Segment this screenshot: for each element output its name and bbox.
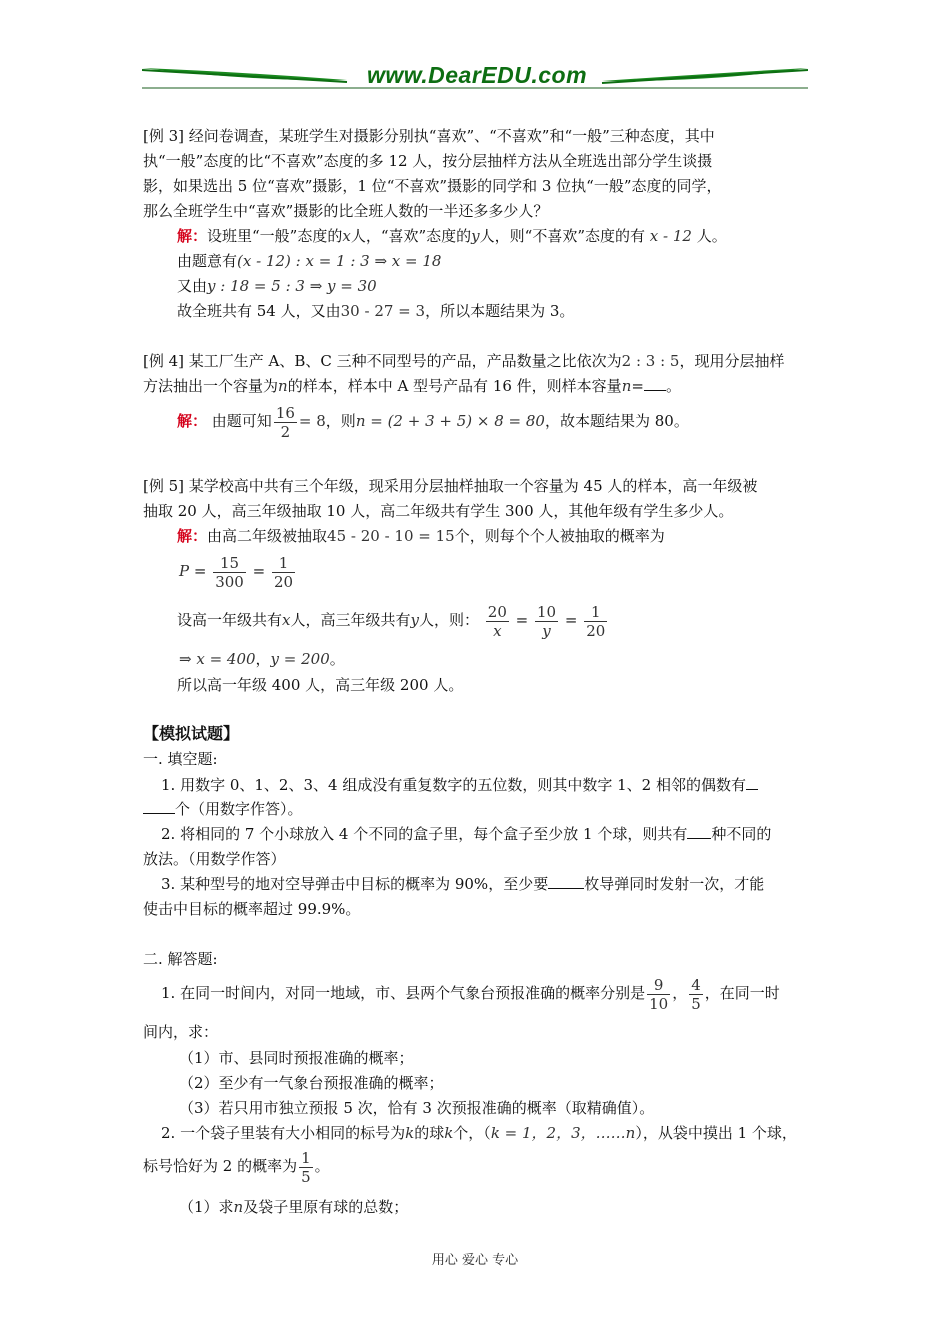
fill-q2-line1: 2. 将相同的 7 个小球放入 4 个不同的盒子里，每个盒子至少放 1 个球，则共有 种不同的 (161, 825, 772, 843)
mock-title: 【模拟试题】 (143, 724, 240, 743)
answer-q1-line2: 间内，求： (143, 1023, 219, 1041)
fraction: $\frac{16}{2}$ (275, 403, 295, 441)
answer-blank (548, 874, 584, 889)
ex4-line2: 方法抽出一个容量为n的样本，样本中 A 型号产品有 16 件，则样本容量n= 。 (143, 377, 681, 395)
answer-blank (644, 376, 666, 391)
answer-q1-sub1: （1）市、县同时预报准确的概率； (179, 1049, 414, 1067)
ex5-line1: [例 5] 某学校高中共有三个年级，现采用分层抽样抽取一个容量为 45 人的样本，高一年级被 (143, 477, 758, 495)
answer-q1-sub3: （3）若只用市独立预报 5 次，恰有 3 次预报准确的概率（取精确值）。 (179, 1099, 655, 1117)
page-footer: 用心 爱心 专心 (431, 1253, 519, 1268)
answer-q2-sub1: （1）求n及袋子里原有球的总数； (179, 1198, 409, 1216)
solution-label: 解： (177, 227, 208, 245)
ex5-solution-line1: 解：由高二年级被抽取45 - 20 - 10 = 15个，则每个个人被抽取的概率为 (177, 527, 665, 545)
ex4-solution: 解： 由题可知 $\frac{16}{2}$ = 8，则n = (2 + 3 + 5) × 8 = 80，故本题结果为 80。 (177, 403, 689, 441)
answer-q1-sub2: （2）至少有一气象台预报准确的概率； (179, 1074, 444, 1092)
ex5-solution-line4: ⇒ x = 400，y = 200。 (179, 650, 345, 668)
ex3-solution-line4: 故全班共有 54 人，又由30 - 27 = 3，所以本题结果为 3。 (177, 302, 575, 320)
fill-q3-line1: 3. 某种型号的地对空导弹击中目标的概率为 90%，至少要 枚导弹同时发射一次，才能 (161, 875, 765, 893)
ex3-line1: [例 3] 经问卷调查，某班学生对摄影分别执“喜欢”、“不喜欢”和“一般”三种态度，其中 (143, 127, 715, 145)
ex5-conclusion: 所以高一年级 400 人，高三年级 200 人。 (177, 676, 464, 694)
ex5-probability-formula: P = $\frac{15}{300}$ = $\frac{1}{20}$ (179, 553, 294, 591)
fill-q2-line2: 放法。（用数学作答） (143, 850, 286, 868)
ex3-solution-line3: 又由y : 18 = 5 : 3 ⇒ y = 30 (177, 277, 377, 295)
fill-q1-line2: 个（用数字作答）。 (143, 799, 303, 819)
solution-label: 解： (177, 527, 208, 545)
answer-blank (143, 799, 175, 814)
solution-label: 解： (177, 412, 208, 430)
ex3-line3: 影，如果选出 5 位“喜欢”摄影，1 位“不喜欢”摄影的同学和 3 位执“一般”态度的同学， (143, 177, 722, 195)
answer-q2-line2: 标号恰好为 2 的概率为 $\frac{1}{5}$ 。 (143, 1148, 330, 1186)
header-banner (142, 60, 808, 94)
ex5-line2: 抽取 20 人，高三年级抽取 10 人，高二年级共有学生 300 人，其他年级有学生多少人。 (143, 502, 734, 520)
section-answer-heading: 二. 解答题: (143, 950, 218, 968)
ex3-line4: 那么全班学生中“喜欢”摄影的比全班人数的一半还多多少人？ (143, 202, 549, 220)
ex3-solution-line1: 解：设班里“一般”态度的x人，“喜欢”态度的y人，则“不喜欢”态度的有 x - 12 人。 (177, 227, 727, 245)
ex3-line2: 执“一般”态度的比“不喜欢”态度的多 12 人，按分层抽样方法从全班选出部分学生谈摄 (143, 152, 713, 170)
ex3-solution-line2: 由题意有(x - 12) : x = 1 : 3 ⇒ x = 18 (177, 252, 442, 270)
section-fill-blank-heading: 一. 填空题: (143, 750, 218, 768)
ex5-solution-line3: 设高一年级共有x人，高三年级共有y人，则： $\frac{20}{x}$ = $\frac{10}{y}$ = $\frac{1}{20}$ (177, 602, 606, 640)
answer-q1-line1: 1. 在同一时间内，对同一地域，市、县两个气象台预报准确的概率分别是 $\frac{9}{10}$ ， $\frac{4}{5}$ ，在同一时 (161, 975, 780, 1013)
answer-q2-line1: 2. 一个袋子里装有大小相同的标号为k的球k个，（k = 1，2，3，……n），从袋中摸出 1 个球， (161, 1124, 797, 1142)
fill-q3-line2: 使击中目标的概率超过 99.9%。 (143, 900, 361, 918)
ex4-line1: [例 4] 某工厂生产 A、B、C 三种不同型号的产品，产品数量之比依次为2 : 3 : 5，现用分层抽样 (143, 352, 785, 370)
answer-blank (687, 824, 711, 839)
site-logo-text[interactable]: www.DearEDU.com (366, 62, 588, 88)
fill-q1-line1: 1. 用数字 0、1、2、3、4 组成没有重复数字的五位数，则其中数字 1、2 相邻的偶数有 (161, 775, 758, 795)
